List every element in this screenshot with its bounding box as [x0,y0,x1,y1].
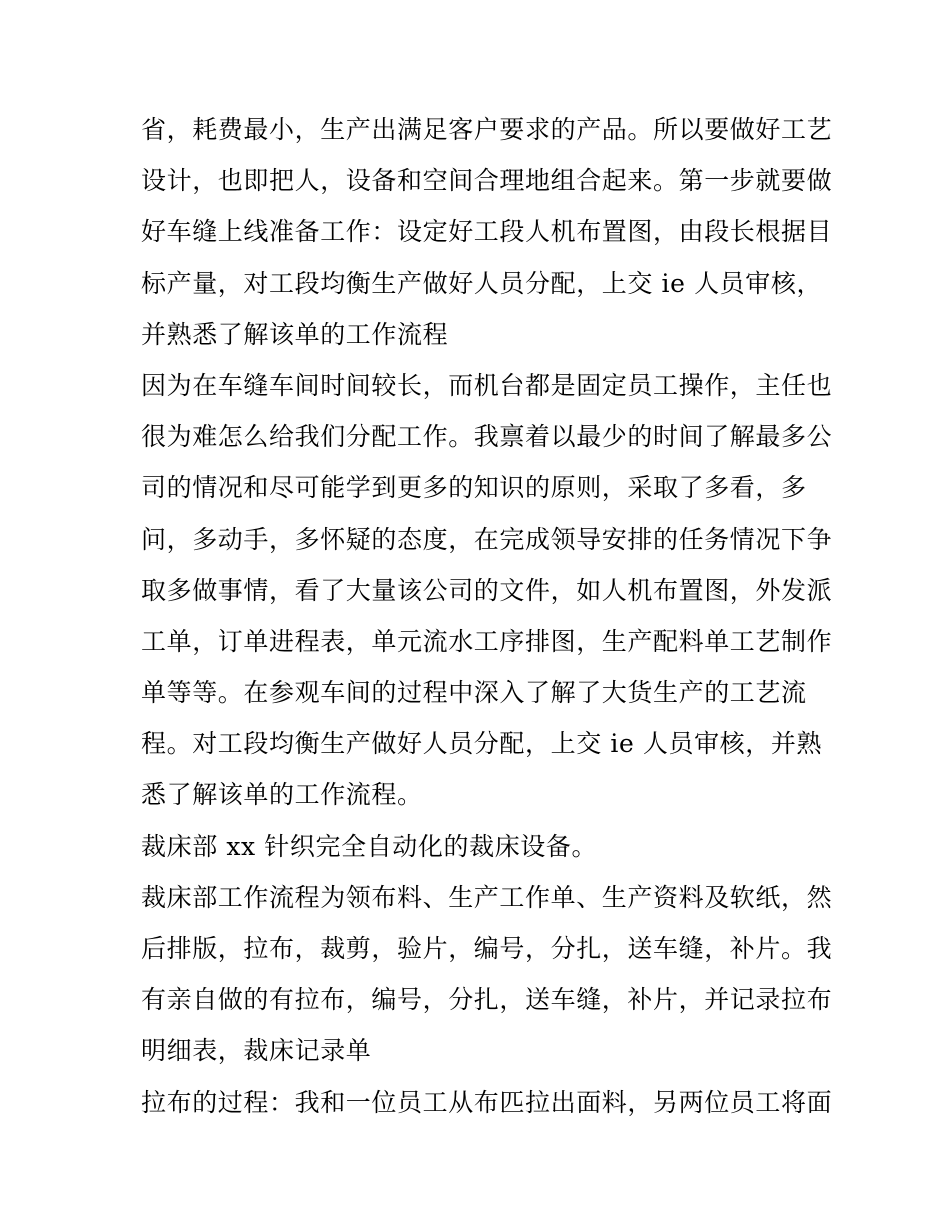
text-line: 问，多动手，多怀疑的态度，在完成领导安排的任务情况下争 [141,524,833,554]
text-line: 并熟悉了解该单的工作流程 [141,319,449,349]
text-line: 很为难怎么给我们分配工作。我禀着以最少的时间了解最多公 [141,422,833,452]
text-line: 后排版，拉布，裁剪，验片，编号，分扎，送车缝，补片。我 [141,934,833,963]
text-line: 省，耗费最小，生产出满足客户要求的产品。所以要做好工艺 [141,115,833,144]
text-line: 取多做事情，看了大量该公司的文件，如人机布置图，外发派 [141,575,833,605]
text-line: 单等等。在参观车间的过程中深入了解了大货生产的工艺流 [141,678,807,708]
text-line: 明细表，裁床记录单 [141,1036,372,1066]
text-line: 裁床部工作流程为领布料、生产工作单、生产资料及软纸，然 [141,882,833,912]
text-line: 拉布的过程：我和一位员工从布匹拉出面料，另两位员工将面 [141,1087,833,1117]
text-line: 悉了解该单的工作流程。 [141,780,423,810]
text-line: 裁床部 xx 针织完全自动化的裁床设备。 [141,831,598,861]
text-line: 工单，订单进程表，单元流水工序排图，生产配料单工艺制作 [141,626,833,656]
text-line: 好车缝上线准备工作：设定好工段人机布置图，由段长根据目 [141,217,833,247]
text-line: 设计，也即把人，设备和空间合理地组合起来。第一步就要做 [141,166,833,196]
document-body [141,104,833,1128]
text-line: 有亲自做的有拉布，编号，分扎，送车缝，补片，并记录拉布 [141,985,833,1015]
text-line: 标产量，对工段均衡生产做好人员分配，上交 ie 人员审核， [141,268,823,298]
text-line: 程。对工段均衡生产做好人员分配，上交 ie 人员审核，并熟 [141,729,823,759]
text-line: 司的情况和尽可能学到更多的知识的原则，采取了多看，多 [141,473,807,503]
text-line: 因为在车缝车间时间较长，而机台都是固定员工操作，主任也 [141,370,833,400]
